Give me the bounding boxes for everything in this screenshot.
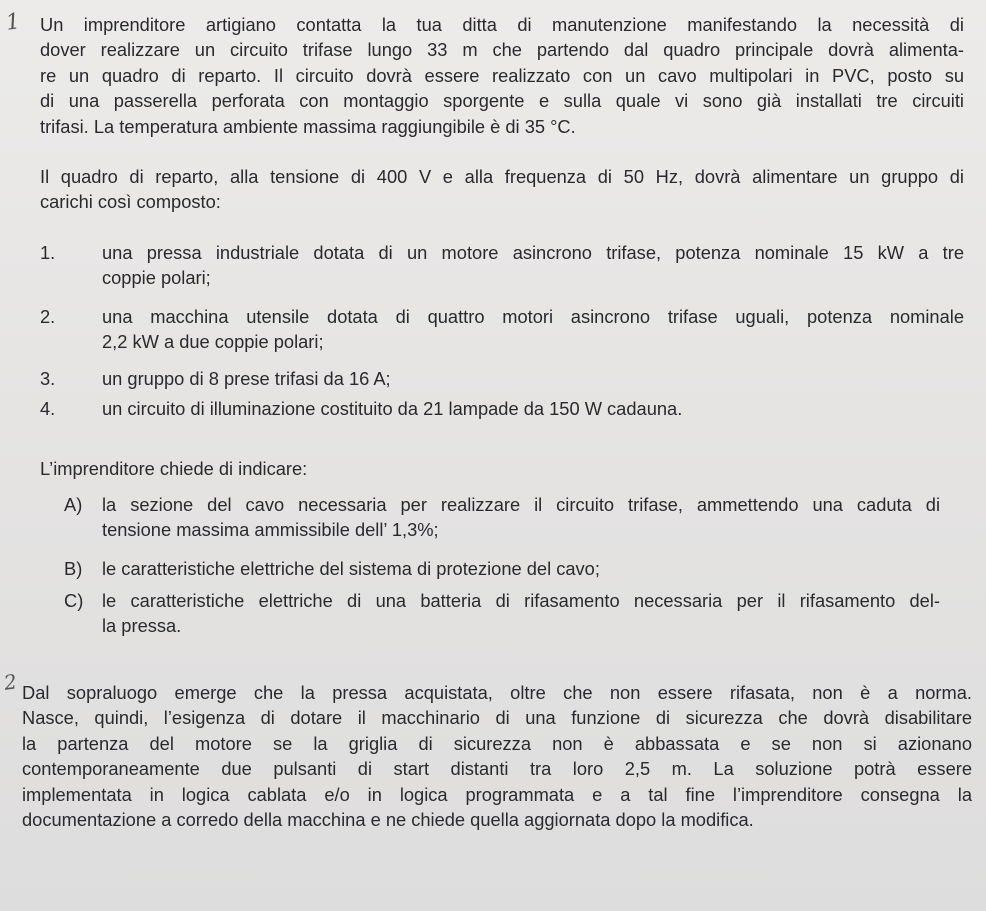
- question-text: la sezione del cavo necessaria per realizzare il circuito trifase, ammettendo una caduta di: [102, 494, 940, 515]
- question-text: le caratteristiche elettriche di una batteria di rifasamento necessaria per il rifasamento del-: [102, 590, 940, 611]
- load-text: una pressa industriale dotata di un motore asincrono trifase, potenza nominale 15 kW a tre: [102, 242, 964, 263]
- intro-line: Un imprenditore artigiano contatta la tua ditta di manutenzione manifestando la necessità di: [40, 14, 964, 35]
- intro-line: dover realizzare un circuito trifase lungo 33 m che partendo dal quadro principale dovrà alimenta-: [40, 39, 964, 61]
- load-text: un gruppo di 8 prese trifasi da 16 A;: [102, 368, 391, 389]
- load-number: 1.: [40, 242, 56, 263]
- part2-paragraph: [22, 680, 972, 832]
- loads-intro-line: Il quadro di reparto, alla tensione di 400 V e alla frequenza di 50 Hz, dovrà alimentare un gruppo di: [40, 166, 964, 187]
- question-letter: A): [64, 494, 83, 515]
- question-text: la pressa.: [102, 615, 182, 637]
- part2-line: Nasce, quindi, l’esigenza di dotare il macchinario di una funzione di sicurezza che dovrà disabilitare: [22, 707, 972, 729]
- part2-line: implementata in logica cablata e/o in logica programmata e a tal fine l’imprenditore consegna la: [22, 783, 972, 805]
- part2-line: Dal sopraluogo emerge che la pressa acquistata, oltre che non essere rifasata, non è a norma.: [22, 682, 972, 703]
- load-text: un circuito di illuminazione costituito da 21 lampade da 150 W cadauna.: [102, 398, 683, 419]
- load-number: 4.: [40, 398, 56, 419]
- load-number: 3.: [40, 368, 56, 389]
- part2-line: contemporaneamente due pulsanti di start distanti tra loro 2,5 m. La soluzione potrà essere: [22, 758, 972, 780]
- part2-line: la partenza del motore se la griglia di sicurezza non è abbassata e se non si azionano: [22, 732, 972, 754]
- intro-line: trifasi. La temperatura ambiente massima raggiungibile è di 35 °C.: [40, 115, 576, 137]
- question-letter: B): [64, 558, 83, 579]
- loads-intro: [40, 164, 964, 215]
- intro-paragraph: [40, 12, 964, 139]
- loads-intro-line: carichi così composto:: [40, 191, 221, 213]
- load-number: 2.: [40, 306, 56, 327]
- margin-mark-2: 2: [2, 669, 19, 695]
- part2-line: documentazione a corredo della macchina e ne chiede quella aggiornata dopo la modifica.: [22, 809, 754, 831]
- questions-lead: L’imprenditore chiede di indicare:: [40, 458, 308, 479]
- intro-line: di una passerella perforata con montaggio sporgente e sulla quale vi sono già installati tre circuiti: [40, 90, 964, 112]
- load-text: 2,2 kW a due coppie polari;: [102, 331, 324, 353]
- load-text: una macchina utensile dotata di quattro motori asincrono trifase uguali, potenza nominale: [102, 306, 964, 327]
- margin-mark-1: 1: [4, 9, 22, 36]
- question-text: le caratteristiche elettriche del sistema di protezione del cavo;: [102, 558, 600, 579]
- intro-line: re un quadro di reparto. Il circuito dovrà essere realizzato con un cavo multipolari in PVC, posto su: [40, 64, 964, 86]
- question-text: tensione massima ammissibile dell’ 1,3%;: [102, 519, 439, 541]
- load-text: coppie polari;: [102, 267, 211, 289]
- question-letter: C): [64, 590, 84, 611]
